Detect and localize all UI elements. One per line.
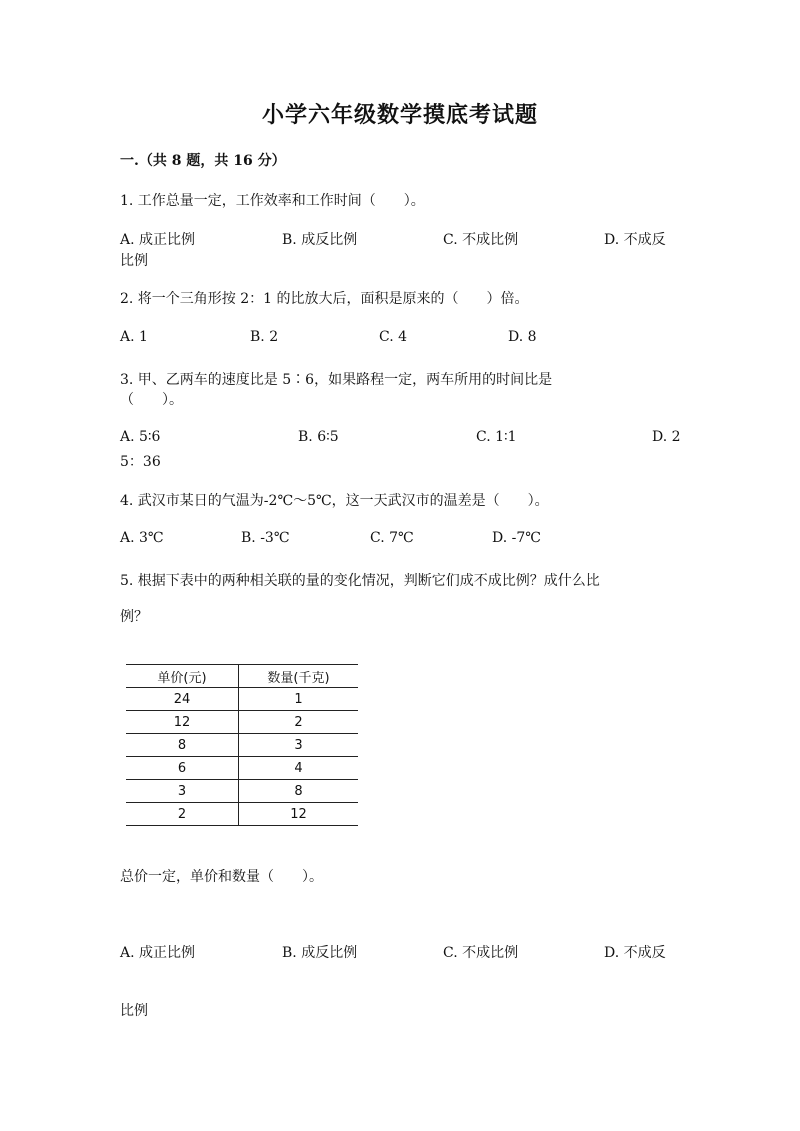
question-3-option-a: A. 5∶6	[120, 429, 161, 445]
question-2-option-d: D. 8	[508, 329, 537, 345]
question-5-option-d: D. 不成反	[604, 945, 666, 961]
table-cell: 8	[239, 780, 359, 803]
table-row	[126, 734, 358, 757]
question-1-option-d-wrap: 比例	[120, 253, 148, 269]
table-cell: 3	[126, 780, 239, 803]
table-row	[126, 757, 358, 780]
question-3-option-c: C. 1∶1	[476, 429, 517, 445]
table-cell: 4	[239, 757, 359, 780]
table-cell: 12	[239, 803, 359, 826]
section-heading: 一.（共 8 题，共 16 分）	[120, 153, 286, 169]
table-row	[126, 780, 358, 803]
table-cell: 8	[126, 734, 239, 757]
question-5-option-d-wrap: 比例	[120, 1003, 148, 1019]
question-4-option-c: C. 7℃	[370, 530, 414, 546]
table-cell: 2	[126, 803, 239, 826]
table-row	[126, 803, 358, 826]
table-cell: 6	[126, 757, 239, 780]
question-5-stem: 5. 根据下表中的两种相关联的量的变化情况，判断它们成不成比例？成什么比	[120, 573, 600, 589]
page-title: 小学六年级数学摸底考试题	[261, 102, 538, 128]
question-3-option-d-wrap: 5：36	[120, 454, 161, 470]
question-5-option-a: A. 成正比例	[120, 945, 196, 961]
question-3-stem-cont: （ ）。	[120, 392, 183, 408]
question-2-option-b: B. 2	[250, 329, 279, 345]
question-4-option-d: D. -7℃	[492, 530, 541, 546]
table-header-row	[126, 665, 358, 688]
question-2-option-a: A. 1	[120, 329, 148, 345]
question-3-stem: 3. 甲、乙两车的速度比是 5∶6，如果路程一定，两车所用的时间比是	[120, 372, 553, 388]
table-header-cell: 单价(元)	[126, 665, 239, 688]
table-cell: 2	[239, 711, 359, 734]
question-1-option-a: A. 成正比例	[120, 232, 196, 248]
question-3-option-b: B. 6∶5	[298, 429, 339, 445]
question-2-stem: 2. 将一个三角形按 2：1 的比放大后，面积是原来的（ ）倍。	[120, 291, 529, 307]
question-4-option-b: B. -3℃	[241, 530, 290, 546]
question-4-option-a: A. 3℃	[120, 530, 164, 546]
question-5-prompt: 总价一定，单价和数量（ ）。	[120, 869, 323, 885]
question-5-option-b: B. 成反比例	[282, 945, 358, 961]
question-1-stem: 1. 工作总量一定，工作效率和工作时间（ ）。	[120, 193, 425, 209]
table-row	[126, 711, 358, 734]
question-4-stem: 4. 武汉市某日的气温为-2℃～5℃，这一天武汉市的温差是（ ）。	[120, 493, 549, 509]
table-cell: 12	[126, 711, 239, 734]
table-cell: 3	[239, 734, 359, 757]
table-cell: 24	[126, 688, 239, 711]
question-2-option-c: C. 4	[379, 329, 408, 345]
table-row	[126, 688, 358, 711]
question-1-option-b: B. 成反比例	[282, 232, 358, 248]
question-1-option-d: D. 不成反	[604, 232, 666, 248]
question-5-option-c: C. 不成比例	[443, 945, 519, 961]
question-3-option-d: D. 2	[652, 429, 681, 445]
table-header-cell: 数量(千克)	[239, 665, 359, 688]
table-cell: 1	[239, 688, 359, 711]
price-quantity-table	[126, 664, 358, 826]
question-1-option-c: C. 不成比例	[443, 232, 519, 248]
question-5-stem-cont: 例？	[120, 609, 148, 625]
